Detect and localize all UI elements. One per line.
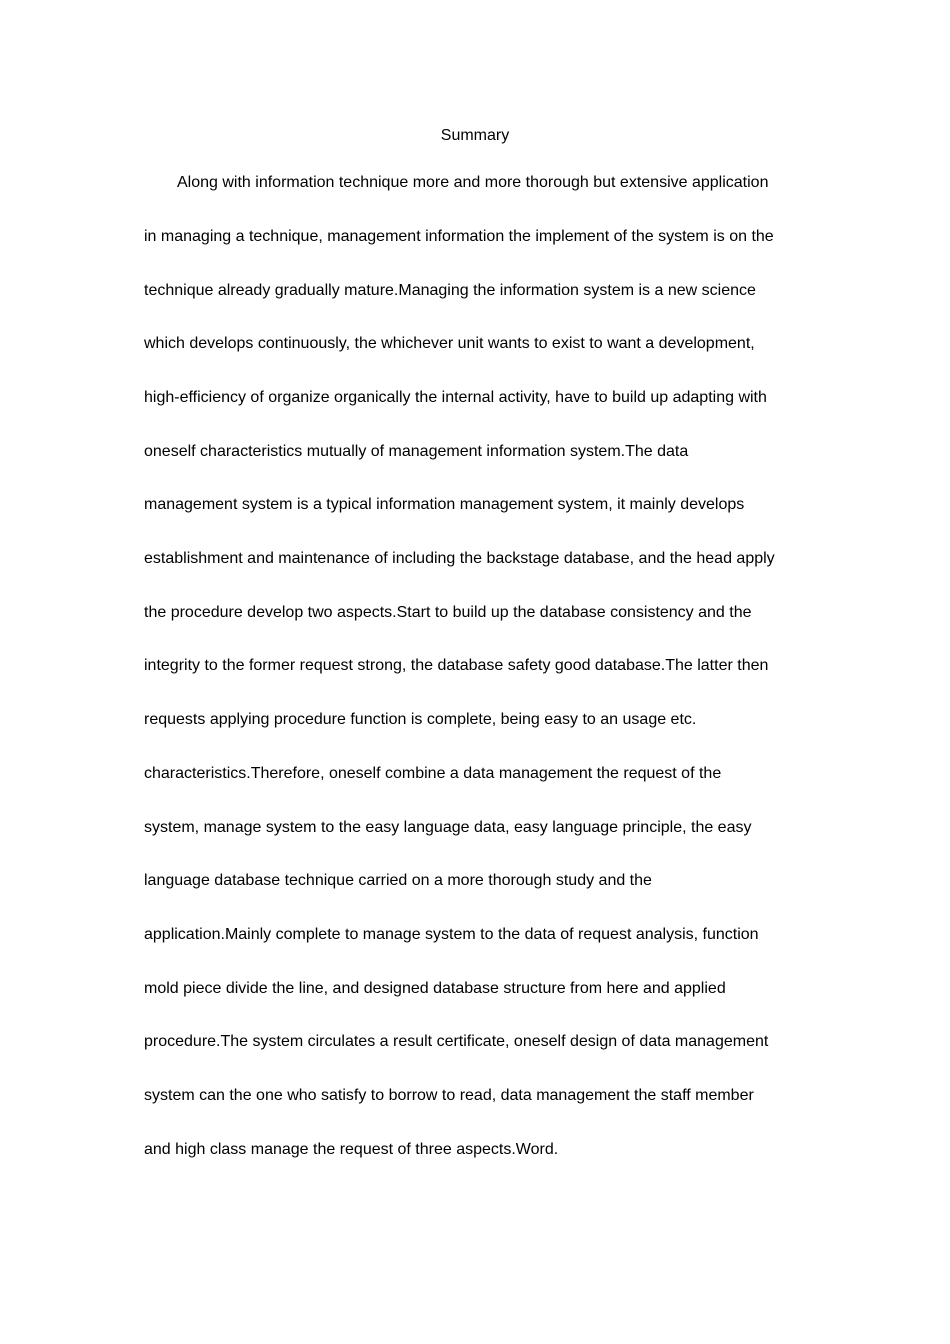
paragraph-line: oneself characteristics mutually of management information system.The data	[144, 443, 689, 460]
paragraph-line: which develops continuously, the whichever unit wants to exist to want a development,	[144, 335, 755, 352]
paragraph-line: establishment and maintenance of including the backstage database, and the head apply	[144, 550, 775, 567]
paragraph-line: application.Mainly complete to manage system to the data of request analysis, function	[144, 926, 759, 943]
paragraph-line: technique already gradually mature.Managing the information system is a new science	[144, 282, 756, 299]
paragraph-line: Along with information technique more and more thorough but extensive application	[177, 174, 769, 191]
paragraph-line: and high class manage the request of three aspects.Word.	[144, 1141, 559, 1158]
document-title: Summary	[440, 127, 510, 144]
paragraph-line: requests applying procedure function is complete, being easy to an usage etc.	[144, 711, 697, 728]
paragraph-line: high-efficiency of organize organically the internal activity, have to build up adapting with	[144, 389, 767, 406]
paragraph-line: management system is a typical information management system, it mainly develops	[144, 496, 745, 513]
paragraph-line: mold piece divide the line, and designed database structure from here and applied	[144, 980, 726, 997]
paragraph-line: procedure.The system circulates a result certificate, oneself design of data management	[144, 1033, 769, 1050]
paragraph-line: characteristics.Therefore, oneself combine a data management the request of the	[144, 765, 722, 782]
paragraph-line: in managing a technique, management information the implement of the system is on the	[144, 228, 774, 245]
paragraph-line: system, manage system to the easy language data, easy language principle, the easy	[144, 819, 752, 836]
paragraph-line: system can the one who satisfy to borrow to read, data management the staff member	[144, 1087, 754, 1104]
paragraph-line: the procedure develop two aspects.Start to build up the database consistency and the	[144, 604, 752, 621]
paragraph-line: language database technique carried on a more thorough study and the	[144, 872, 652, 889]
paragraph-line: integrity to the former request strong, the database safety good database.The latter then	[144, 657, 769, 674]
